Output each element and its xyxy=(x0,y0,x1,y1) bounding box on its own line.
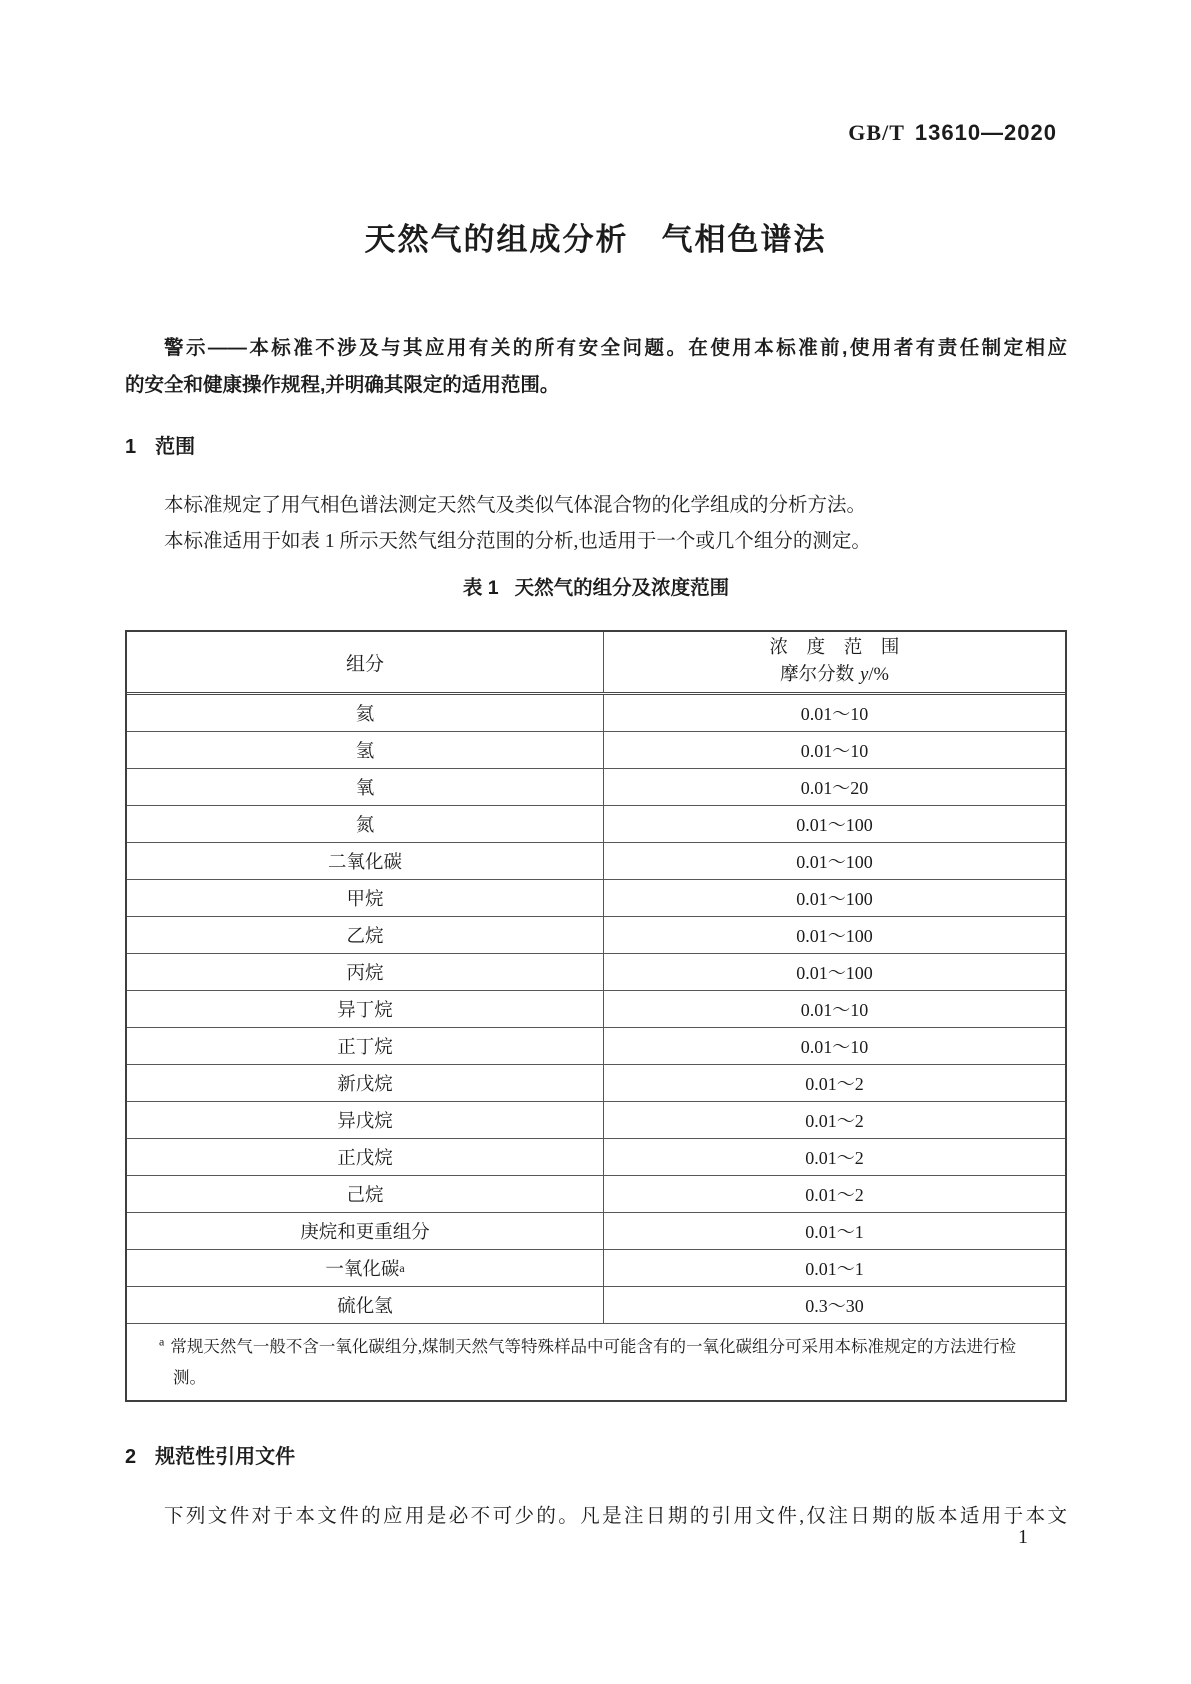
table-row xyxy=(127,843,1065,880)
table-caption-text: 天然气的组分及浓度范围 xyxy=(514,577,730,599)
range-cell: 0.01～100 xyxy=(796,926,873,946)
range-cell: 0.01～2 xyxy=(805,1074,864,1094)
footnote-text: 常规天然气一般不含一氧化碳组分,煤制天然气等特殊样品中可能含有的一氧化碳组分可采用本标准规定的方法进行检测。 xyxy=(170,1337,1016,1387)
range-cell: 0.01～10 xyxy=(800,1000,869,1020)
table-row xyxy=(127,1287,1065,1324)
component-cell: 氢 xyxy=(127,732,604,768)
normative-references-paragraph: 下列文件对于本文件的应用是必不可少的。凡是注日期的引用文件,仅注日期的版本适用于本文 xyxy=(164,1506,1067,1527)
table-row xyxy=(127,1176,1065,1213)
concentration-range-label: 浓 度 范 围 xyxy=(769,638,907,658)
mole-fraction-symbol: y xyxy=(860,665,869,685)
component-cell: 氦 xyxy=(127,695,604,731)
component-cell: 乙烷 xyxy=(127,917,604,953)
table-header-concentration xyxy=(604,632,1065,692)
range-cell: 0.01～1 xyxy=(805,1222,864,1242)
table-row xyxy=(127,917,1065,954)
component-cell: 正戊烷 xyxy=(127,1139,604,1175)
table-header-row xyxy=(127,632,1065,695)
range-cell: 0.01～10 xyxy=(800,1037,869,1057)
table-footnote xyxy=(127,1324,1065,1400)
components-table xyxy=(125,630,1067,1402)
warning-paragraph xyxy=(125,330,1067,404)
component-cell: 一氧化碳 a xyxy=(127,1250,604,1286)
table-row xyxy=(127,695,1065,732)
range-cell: 0.3～30 xyxy=(805,1296,864,1316)
range-cell: 0.01～100 xyxy=(796,963,873,983)
range-cell: 0.01～100 xyxy=(796,852,873,872)
table-row xyxy=(127,1213,1065,1250)
section-1-label: 范围 xyxy=(155,436,196,458)
range-cell: 0.01～10 xyxy=(800,704,869,724)
standard-number-digits: 13610—2020 xyxy=(914,120,1057,145)
table-row xyxy=(127,1250,1065,1287)
document-title: 天然气的组成分析 气相色谱法 xyxy=(364,222,827,257)
component-cell: 氮 xyxy=(127,806,604,842)
footnote-marker: a xyxy=(159,1334,165,1349)
page-number: 1 xyxy=(1018,1526,1028,1548)
table-row xyxy=(127,880,1065,917)
component-cell: 异戊烷 xyxy=(127,1102,604,1138)
component-cell: 丙烷 xyxy=(127,954,604,990)
range-cell: 0.01～100 xyxy=(796,815,873,835)
component-cell: 新戊烷 xyxy=(127,1065,604,1101)
range-cell: 0.01～10 xyxy=(800,741,869,761)
table-row xyxy=(127,1102,1065,1139)
scope-paragraph-1: 本标准规定了用气相色谱法测定天然气及类似气体混合物的化学组成的分析方法。 xyxy=(164,495,867,516)
component-cell: 氧 xyxy=(127,769,604,805)
mole-fraction-label: 摩尔分数 y/% xyxy=(780,665,889,685)
warning-line-1: 警示——本标准不涉及与其应用有关的所有安全问题。在使用本标准前,使用者有责任制定相应 xyxy=(164,337,1067,359)
range-cell: 0.01～2 xyxy=(805,1148,864,1168)
warning-line-2: 的安全和健康操作规程,并明确其限定的适用范围。 xyxy=(125,374,560,396)
mole-fraction-unit: /% xyxy=(868,665,889,685)
range-cell: 0.01～20 xyxy=(800,778,869,798)
component-cell: 己烷 xyxy=(127,1176,604,1212)
component-cell: 二氧化碳 xyxy=(127,843,604,879)
component-cell: 甲烷 xyxy=(127,880,604,916)
range-cell: 0.01～2 xyxy=(805,1111,864,1131)
component-cell: 庚烷和更重组分 xyxy=(127,1213,604,1249)
table-row xyxy=(127,1065,1065,1102)
standard-number xyxy=(848,120,1057,146)
section-2-number: 2 xyxy=(125,1446,137,1468)
table-row xyxy=(127,954,1065,991)
range-cell: 0.01～1 xyxy=(805,1259,864,1279)
table-caption-number: 表 1 xyxy=(462,577,499,599)
section-1-number: 1 xyxy=(125,436,137,458)
range-cell: 0.01～2 xyxy=(805,1185,864,1205)
component-cell: 正丁烷 xyxy=(127,1028,604,1064)
table-row xyxy=(127,732,1065,769)
table-caption xyxy=(125,572,1067,600)
table-row xyxy=(127,991,1065,1028)
table-row xyxy=(127,1139,1065,1176)
section-2-label: 规范性引用文件 xyxy=(155,1446,296,1468)
component-cell: 异丁烷 xyxy=(127,991,604,1027)
range-cell: 0.01～100 xyxy=(796,889,873,909)
standard-number-prefix: GB/T xyxy=(848,120,905,145)
table-row xyxy=(127,1028,1065,1065)
component-cell: 硫化氢 xyxy=(127,1287,604,1323)
table-header-component: 组分 xyxy=(127,632,604,692)
table-row xyxy=(127,769,1065,806)
scope-paragraph-2: 本标准适用于如表 1 所示天然气组分范围的分析,也适用于一个或几个组分的测定。 xyxy=(164,531,871,552)
table-row xyxy=(127,806,1065,843)
section-1-heading xyxy=(125,430,195,459)
section-2-heading xyxy=(125,1440,295,1469)
